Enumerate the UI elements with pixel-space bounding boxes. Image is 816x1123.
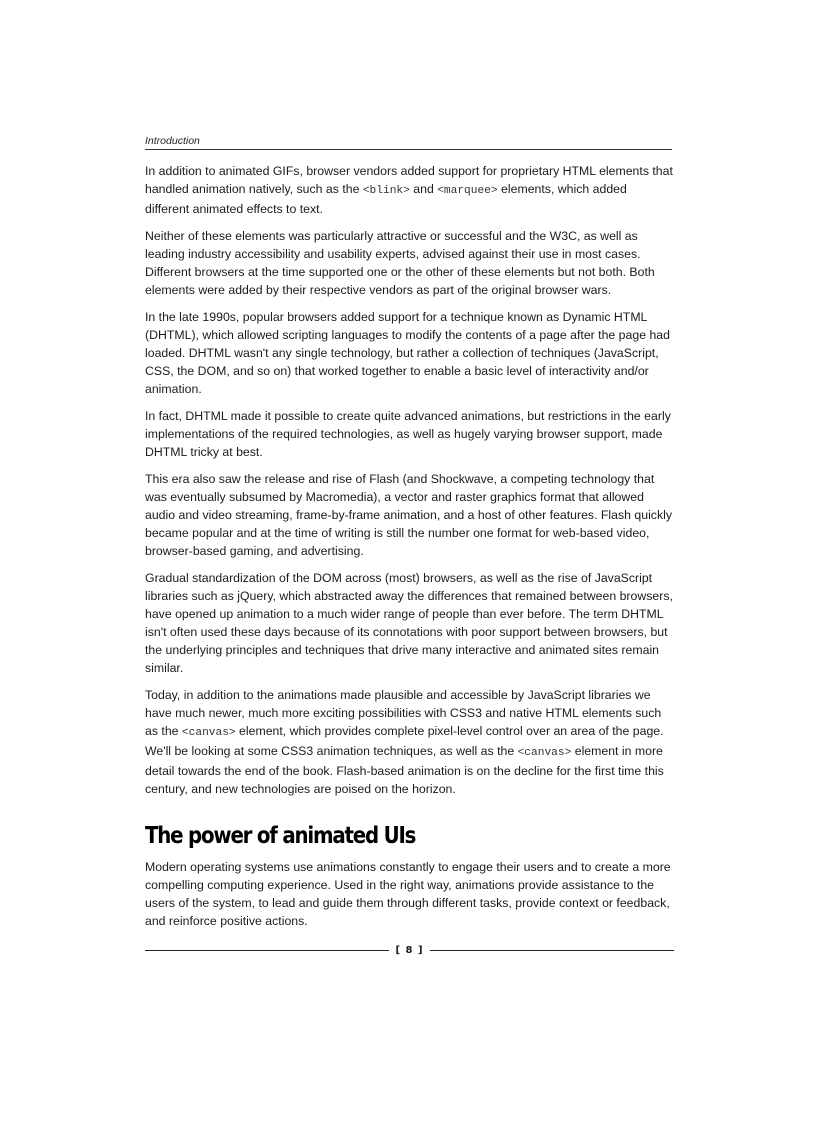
running-header: Introduction	[145, 135, 672, 150]
paragraph-text: element, which provides complete pixel-level control over an area of the page. We'll be looking at some CSS3 animation techniques, as well as the	[145, 724, 664, 758]
paragraph-text: Gradual standardization of the DOM across (most) browsers, as well as the rise of JavaScript libraries such as jQuery, which abstracted away the differences that remained between browsers, have opened up animation to a much wider range of people than ever before. The term DHTML isn't often used these days because of its connotations with poor support between browsers, but the underlying principles and techniques that drive many interactive and animated sites remain similar.	[145, 571, 673, 675]
page-number: [ 8 ]	[395, 945, 424, 956]
footer-rule-left	[145, 950, 389, 951]
body-paragraph	[145, 162, 674, 218]
paragraph-text: Neither of these elements was particularly attractive or successful and the W3C, as well as leading industry accessibility and usability experts, advised against their use in most cases. Different browsers at the time supported one or the other of these elements but not both. Both elements were added by their respective vendors as part of the original browser wars.	[145, 229, 655, 297]
paragraph-text: In fact, DHTML made it possible to create quite advanced animations, but restrictions in the early implementations of the required technologies, as well as hugely varying browser support, made DHTML tricky at best.	[145, 409, 671, 459]
body-paragraph	[145, 407, 674, 461]
body-paragraph	[145, 470, 674, 560]
paragraph-text: and	[409, 182, 438, 196]
paragraph-text: This era also saw the release and rise of Flash (and Shockwave, a competing technology that was eventually subsumed by Macromedia), a vector and raster graphics format that allowed audio and video streaming, frame-by-frame animation, and a host of other features. Flash quickly became popular and at the time of writing is still the number one format for web-based video, browser-based gaming, and advertising.	[145, 472, 672, 558]
paragraph-text: In addition to animated GIFs, browser vendors added support for proprietary HTML elements that handled animation natively, such as the	[145, 164, 673, 196]
section-paragraph: Modern operating systems use animations constantly to engage their users and to create a more compelling computing experience. Used in the right way, animations provide assistance to the users of the system, to lead and guide them through different tasks, provide context or feedback, and reinforce positive actions.	[145, 860, 671, 928]
paragraph-text: elements, which added different animated effects to text.	[145, 182, 627, 216]
page-content	[145, 162, 674, 939]
inline-code: <marquee>	[437, 185, 498, 197]
body-paragraph	[145, 227, 674, 299]
body-paragraph	[145, 686, 674, 798]
section-heading: The power of animated UIs	[145, 823, 416, 849]
page-footer	[145, 945, 674, 956]
body-paragraph	[145, 308, 674, 398]
inline-code: <canvas>	[181, 727, 236, 739]
inline-code: <blink>	[362, 185, 410, 197]
footer-rule-right	[430, 950, 674, 951]
inline-code: <canvas>	[517, 747, 572, 759]
paragraph-text: element in more detail towards the end of the book. Flash-based animation is on the decline for the first time this century, and new technologies are poised on the horizon.	[145, 744, 664, 796]
body-paragraph	[145, 569, 674, 677]
intro-paragraphs	[145, 162, 674, 798]
paragraph-text: Today, in addition to the animations made plausible and accessible by JavaScript libraries we have much newer, much more exciting possibilities with CSS3 and native HTML elements such as the	[145, 688, 662, 738]
paragraph-text: In the late 1990s, popular browsers added support for a technique known as Dynamic HTML (DHTML), which allowed scripting languages to modify the contents of a page after the page had loaded. DHTML wasn't any single technology, but rather a collection of techniques (JavaScript, CSS, the DOM, and so on) that worked together to enable a basic level of interactivity and/or animation.	[145, 310, 670, 396]
